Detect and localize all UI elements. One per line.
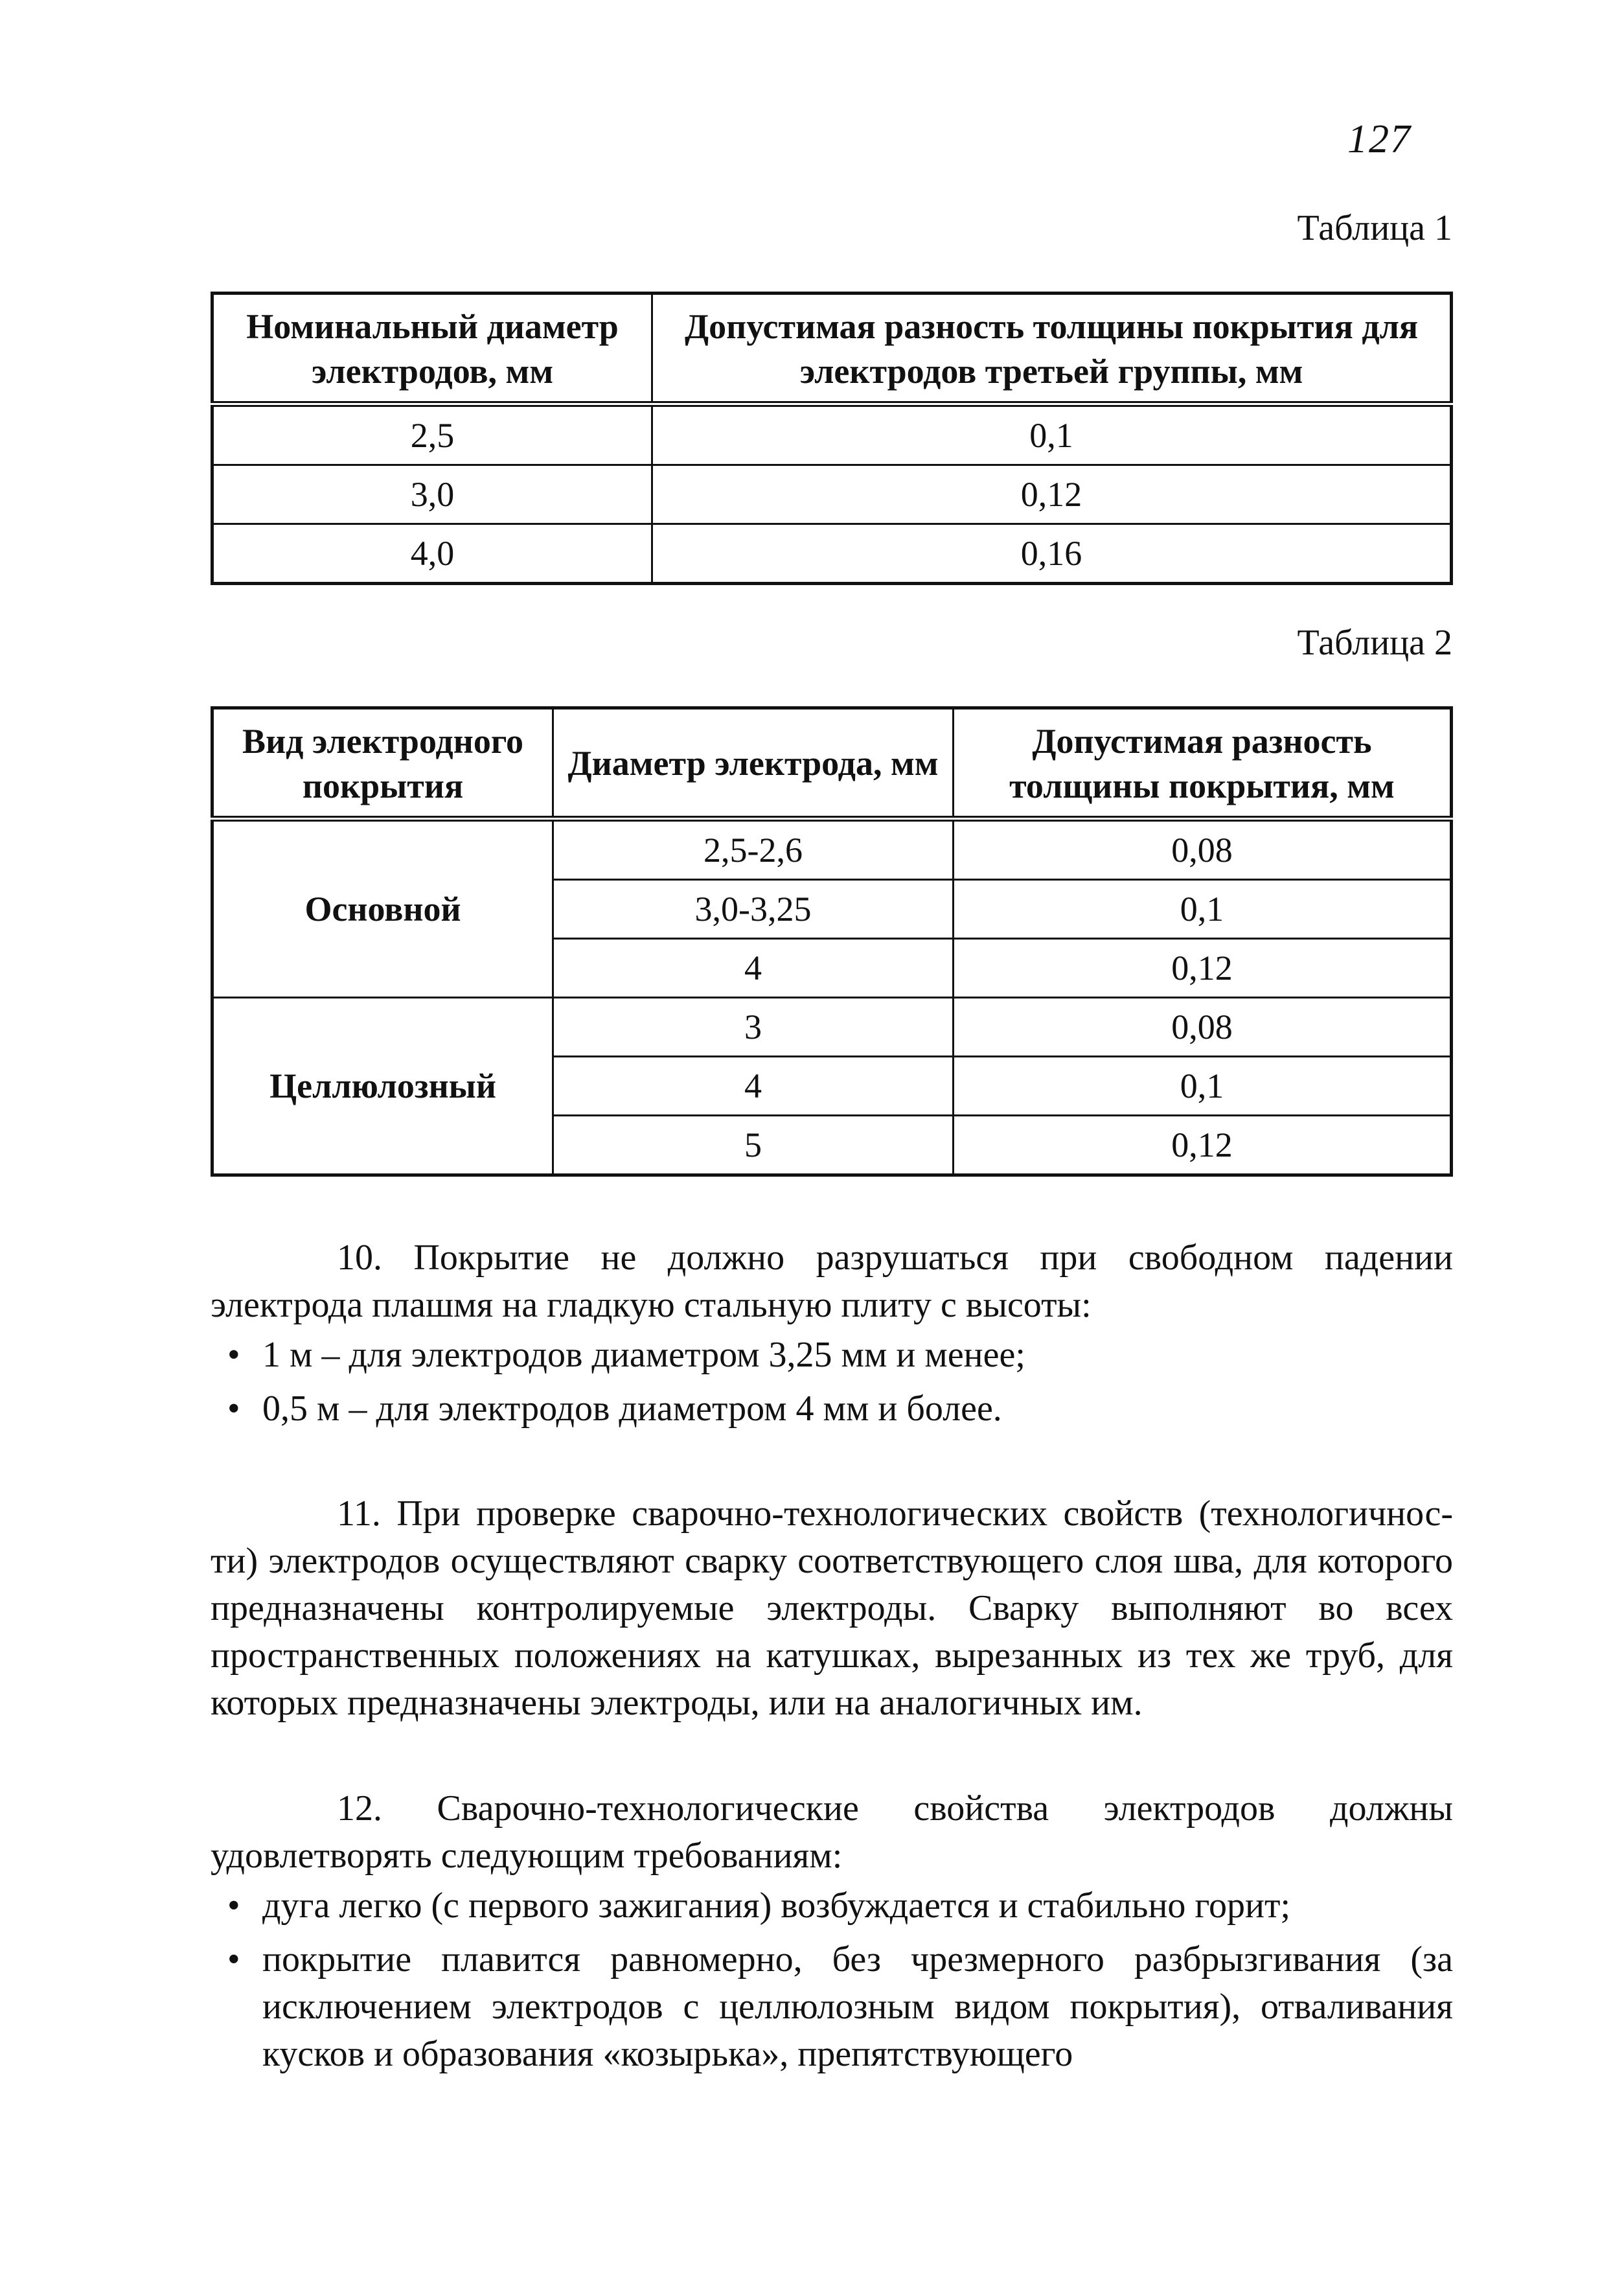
table2-cell: 3: [553, 998, 954, 1057]
table1-cell: 0,16: [652, 524, 1452, 584]
table2-caption: Таблица 2: [1297, 623, 1452, 663]
table2-header-thickness-diff: Допустимая разность толщины покрытия, мм: [953, 708, 1451, 819]
table-row: [212, 404, 1452, 465]
table2-group-basic: Основной: [212, 819, 553, 998]
list-item: [211, 1332, 1453, 1379]
page-number: 127: [1347, 117, 1412, 161]
table1-cell: 0,1: [652, 404, 1452, 465]
list-item-text: дуга легко (с первого зажигания) возбуждается и стабильно горит;: [262, 1886, 1291, 1926]
section-11: [211, 1490, 1453, 1727]
section-10: [211, 1234, 1453, 1329]
list-item: [211, 1882, 1453, 1930]
list-item-text: 0,5 м – для электродов диаметром 4 мм и более.: [262, 1389, 1002, 1429]
table1-cell: 2,5: [212, 404, 652, 465]
table1-cell: 4,0: [212, 524, 652, 584]
table2: [211, 706, 1453, 1177]
table2-cell: 5: [553, 1116, 954, 1175]
table2-cell: 0,1: [953, 880, 1451, 939]
section-12: [211, 1785, 1453, 1880]
list-item: [211, 1936, 1453, 2078]
section-12-list: [211, 1882, 1453, 2078]
bullet-icon: •: [227, 1886, 240, 1926]
bullet-icon: •: [227, 1335, 240, 1375]
section-10-list: [211, 1332, 1453, 1433]
section-12-text: 12. Сварочно-технологические свойства электродов должны удовлетворять следующим требованиям:: [211, 1788, 1453, 1876]
bullet-icon: •: [227, 1939, 240, 1979]
table2-cell: 0,08: [953, 998, 1451, 1057]
section-11-text: 11. При проверке сварочно-технологических свойств (технологичнос-ти) электродов осуществляют сварку соответствующего слоя шва, для которого предназначены контролируемые электроды. Сварку выполняют во всех пространственных положениях на катушках, вырезанных из тех же труб, для которых предназначены электроды, или на аналогичных им.: [211, 1494, 1453, 1723]
table1-caption: Таблица 1: [1297, 208, 1452, 248]
table2-group-cellulose: Целлюлозный: [212, 998, 553, 1175]
table2-header-coating-type: Вид электродного покрытия: [212, 708, 553, 819]
bullet-icon: •: [227, 1389, 240, 1429]
table2-cell: 2,5-2,6: [553, 819, 954, 880]
list-item-text: покрытие плавится равномерно, без чрезмерного разбрызгивания (за исключением электродов с целлюлозным видом покрытия), отваливания кусков и образования «козырька», препятствующего: [262, 1939, 1453, 2074]
table1: [211, 292, 1453, 585]
list-item: [211, 1385, 1453, 1433]
table2-header-diameter: Диаметр электрода, мм: [553, 708, 954, 819]
section-10-text: 10. Покрытие не должно разрушаться при свободном падении электрода плашмя на гладкую стальную плиту с высоты:: [211, 1238, 1453, 1325]
table2-cell: 4: [553, 1057, 954, 1116]
table2-cell: 4: [553, 939, 954, 998]
table2-cell: 0,12: [953, 939, 1451, 998]
table1-header-diameter: Номинальный диаметр электродов, мм: [212, 294, 652, 404]
list-item-text: 1 м – для электродов диаметром 3,25 мм и менее;: [262, 1335, 1025, 1375]
table-row: [212, 819, 1452, 880]
table2-cell: 0,08: [953, 819, 1451, 880]
table1-header-thickness-diff: Допустимая разность толщины покрытия для электродов третьей группы, мм: [652, 294, 1452, 404]
table-row: [212, 998, 1452, 1057]
table2-cell: 0,1: [953, 1057, 1451, 1116]
table-row: [212, 524, 1452, 584]
table2-cell: 3,0-3,25: [553, 880, 954, 939]
table1-cell: 0,12: [652, 465, 1452, 524]
table2-cell: 0,12: [953, 1116, 1451, 1175]
table-row: [212, 465, 1452, 524]
table1-cell: 3,0: [212, 465, 652, 524]
